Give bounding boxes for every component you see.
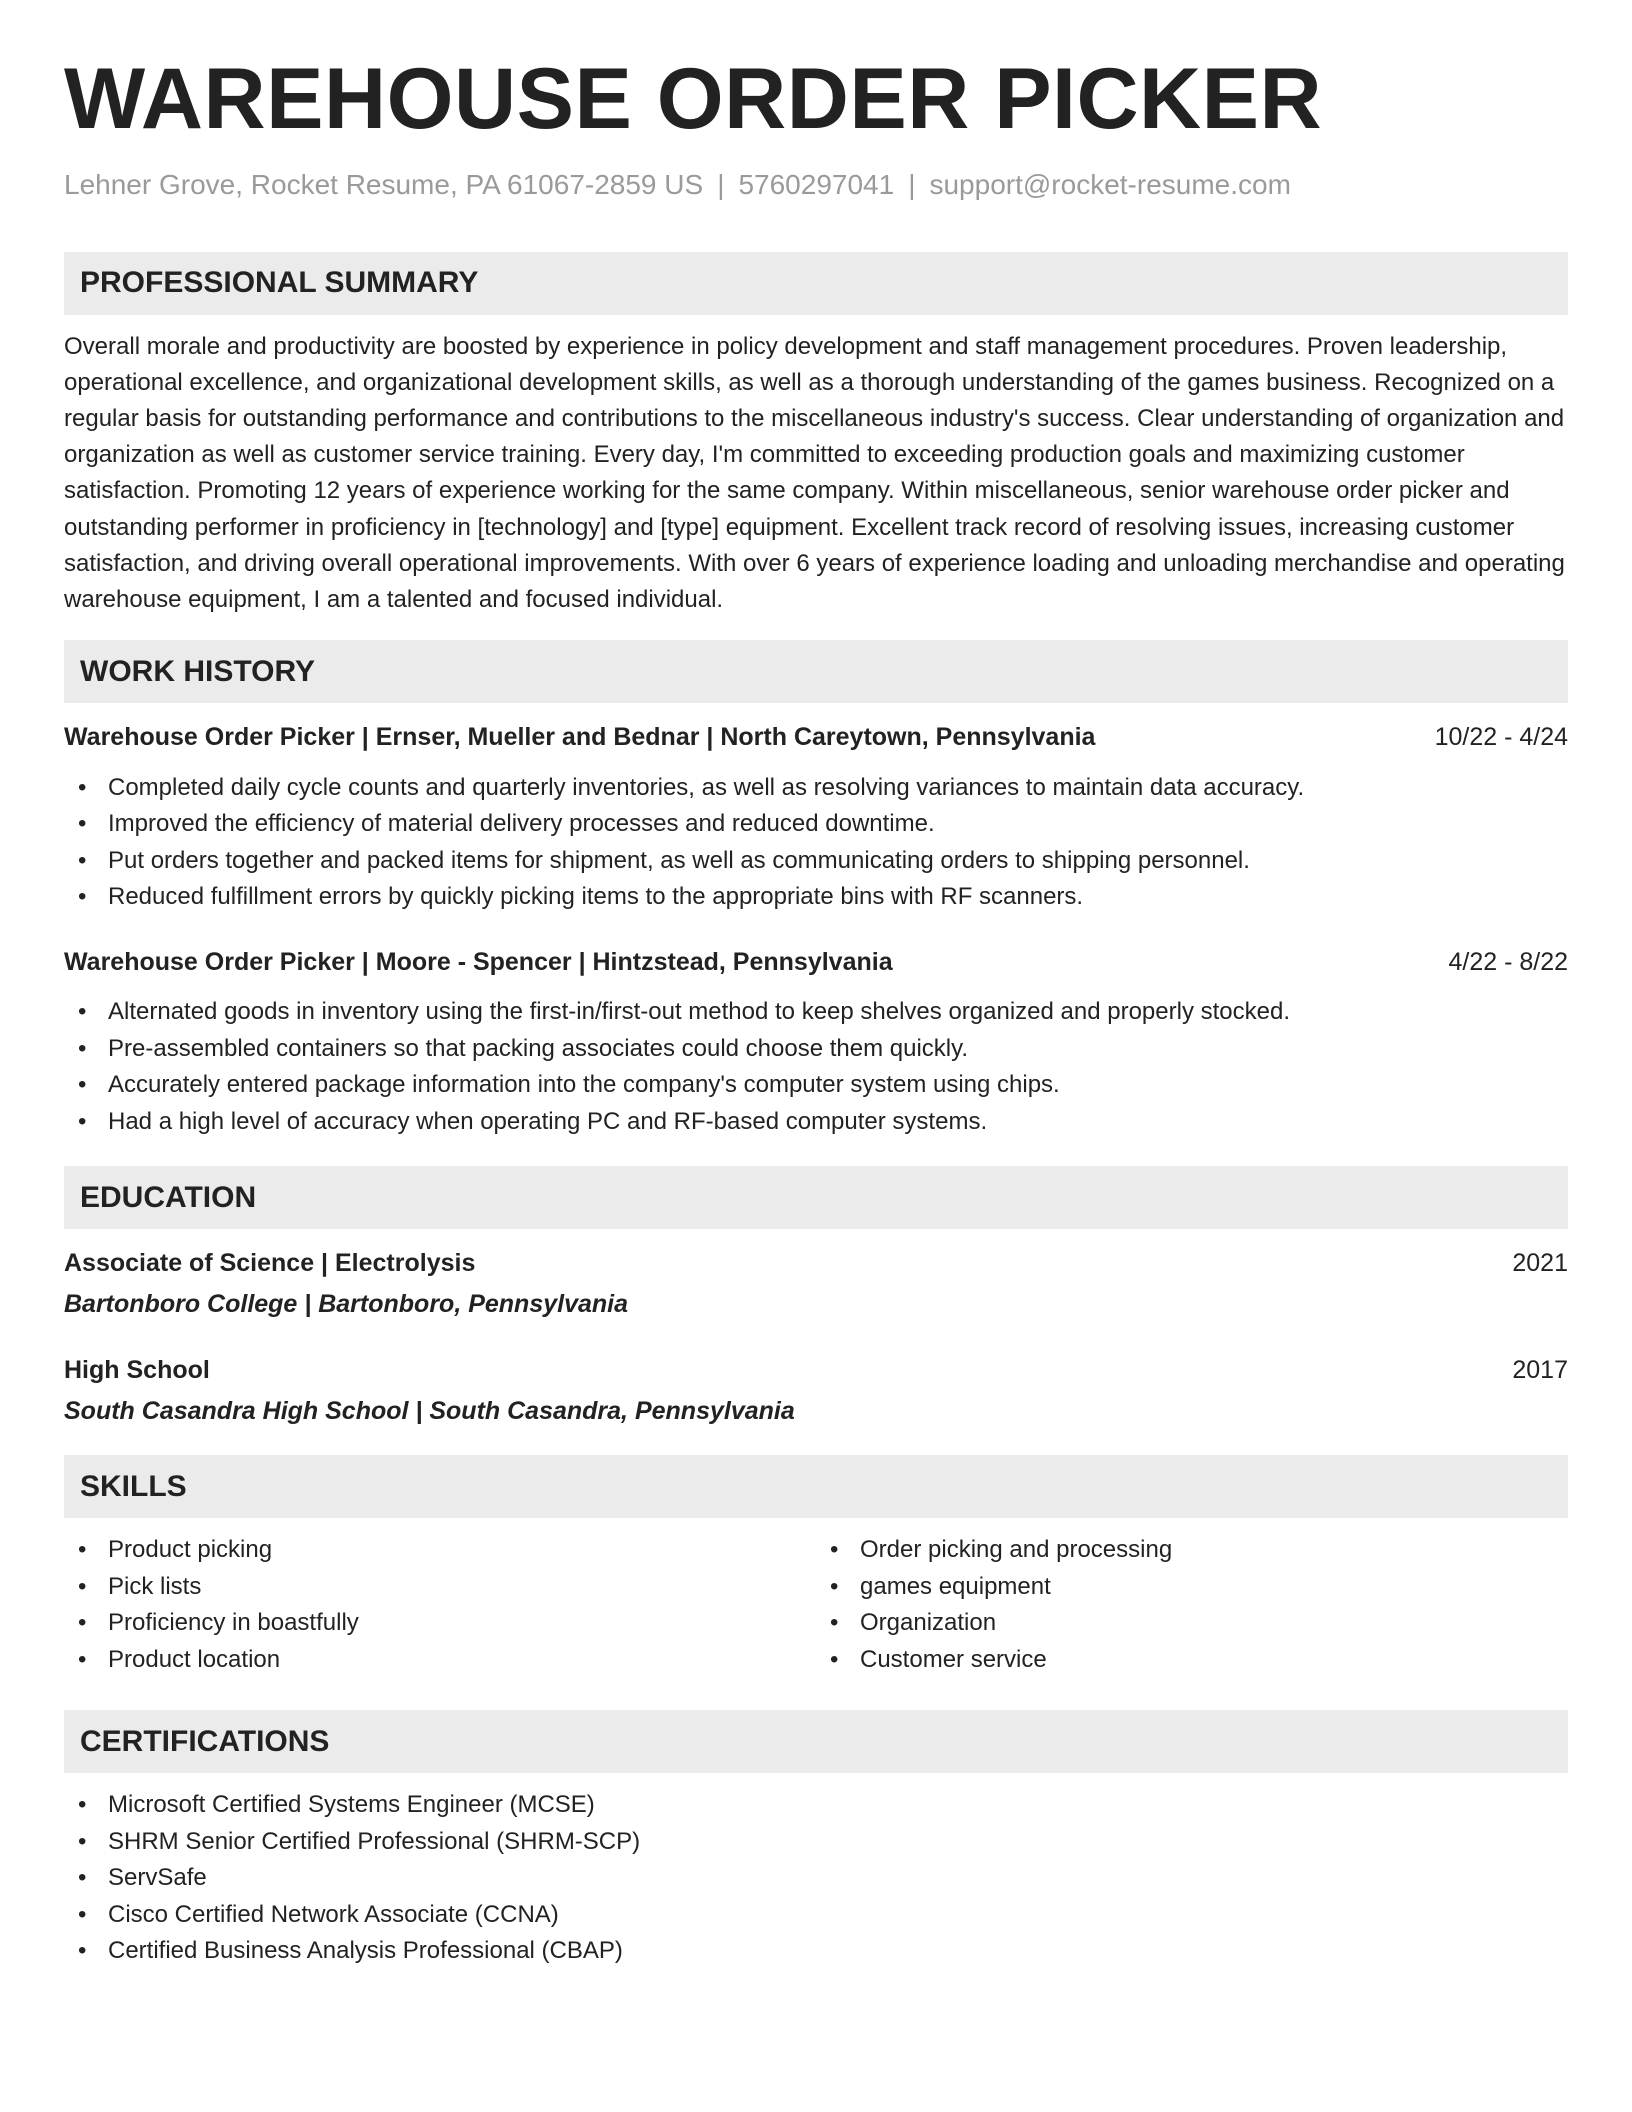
candidate-name: WAREHOUSE ORDER PICKER <box>64 51 1323 147</box>
job-dates: 10/22 - 4/24 <box>1434 723 1568 752</box>
skill-item: • Product location <box>64 1642 816 1679</box>
education-entry <box>64 1354 1568 1427</box>
skill-item: • Organization <box>816 1605 1568 1642</box>
education-school: Bartonboro College | Bartonboro, Pennsylvania <box>64 1289 629 1318</box>
contact-email: support@rocket-resume.com <box>929 169 1291 200</box>
education-header <box>64 1354 1568 1387</box>
skill-item: • Pick lists <box>64 1569 816 1606</box>
certifications-section-header: CERTIFICATIONS <box>64 1710 1568 1773</box>
job-bullet: • Reduced fulfillment errors by quickly picking items to the appropriate bins with RF scanners. <box>64 879 1568 916</box>
education-degree: Associate of Science | Electrolysis <box>64 1249 476 1278</box>
skill-item: • Product picking <box>64 1532 816 1569</box>
certification-item: • Cisco Certified Network Associate (CCNA) <box>64 1897 1568 1934</box>
education-year: 2017 <box>1512 1356 1568 1385</box>
job-bullets <box>64 770 1568 916</box>
job-entry <box>64 946 1568 1141</box>
certification-item: • ServSafe <box>64 1860 1568 1897</box>
work-history-section-header: WORK HISTORY <box>64 640 1568 703</box>
job-bullet: • Completed daily cycle counts and quarterly inventories, as well as resolving variances to maintain data accuracy. <box>64 770 1568 807</box>
skill-item: • games equipment <box>816 1569 1568 1606</box>
education-school: South Casandra High School | South Casandra, Pennsylvania <box>64 1396 795 1425</box>
job-dates: 4/22 - 8/22 <box>1448 947 1568 976</box>
skill-item: • Customer service <box>816 1642 1568 1679</box>
education-degree: High School <box>64 1356 210 1385</box>
job-bullet: • Pre-assembled containers so that packing associates could choose them quickly. <box>64 1031 1568 1068</box>
job-bullets <box>64 994 1568 1140</box>
skill-item: • Proficiency in boastfully <box>64 1605 816 1642</box>
job-header <box>64 946 1568 979</box>
skill-item: • Order picking and processing <box>816 1532 1568 1569</box>
certification-item: • Microsoft Certified Systems Engineer (MCSE) <box>64 1787 1568 1824</box>
job-bullet: • Had a high level of accuracy when operating PC and RF-based computer systems. <box>64 1104 1568 1141</box>
contact-separator: | <box>717 169 725 200</box>
contact-phone: 5760297041 <box>738 169 895 200</box>
job-entry <box>64 721 1568 916</box>
job-bullet: • Alternated goods in inventory using the first-in/first-out method to keep shelves organized and properly stocked. <box>64 994 1568 1031</box>
certification-item: • Certified Business Analysis Professional (CBAP) <box>64 1933 1568 1970</box>
job-title: Warehouse Order Picker | Ernser, Mueller and Bednar | North Careytown, Pennsylvania <box>64 723 1096 752</box>
job-title: Warehouse Order Picker | Moore - Spencer | Hintzstead, Pennsylvania <box>64 947 893 976</box>
contact-line <box>64 168 1568 202</box>
skills-section-header: SKILLS <box>64 1455 1568 1518</box>
education-entry <box>64 1247 1568 1320</box>
certifications-list <box>64 1787 1568 1970</box>
education-header <box>64 1247 1568 1280</box>
contact-address: Lehner Grove, Rocket Resume, PA 61067-2859 US <box>64 169 704 200</box>
skills-list-right <box>816 1532 1568 1678</box>
summary-section-header: PROFESSIONAL SUMMARY <box>64 252 1568 315</box>
education-section-header: EDUCATION <box>64 1166 1568 1229</box>
job-bullet: • Accurately entered package information into the company's computer system using chips. <box>64 1067 1568 1104</box>
contact-separator: | <box>908 169 916 200</box>
skills-list-left <box>64 1532 816 1678</box>
skills-grid <box>64 1532 1568 1678</box>
job-bullet: • Put orders together and packed items for shipment, as well as communicating orders to shipping personnel. <box>64 843 1568 880</box>
certification-item: • SHRM Senior Certified Professional (SHRM-SCP) <box>64 1824 1568 1861</box>
job-header <box>64 721 1568 754</box>
job-bullet: • Improved the efficiency of material delivery processes and reduced downtime. <box>64 806 1568 843</box>
education-year: 2021 <box>1512 1249 1568 1278</box>
summary-text: Overall morale and productivity are boosted by experience in policy development and staff management procedures. Proven leadership, operational excellence, and organizational development skills, as well as a thorough understanding of the games business. Recognized on a regular basis for outstanding performance and contributions to the miscellaneous industry's success. Clear understanding of organization and organization as well as customer service training. Every day, I'm committed to exceeding production goals and maximizing customer satisfaction. Promoting 12 years of experience working for the same company. Within miscellaneous, senior warehouse order picker and outstanding performer in proficiency in [technology] and [type] equipment. Excellent track record of resolving issues, increasing customer satisfaction, and driving overall operational improvements. With over 6 years of experience loading and unloading merchandise and operating warehouse equipment, I am a talented and focused individual. <box>64 332 1565 614</box>
